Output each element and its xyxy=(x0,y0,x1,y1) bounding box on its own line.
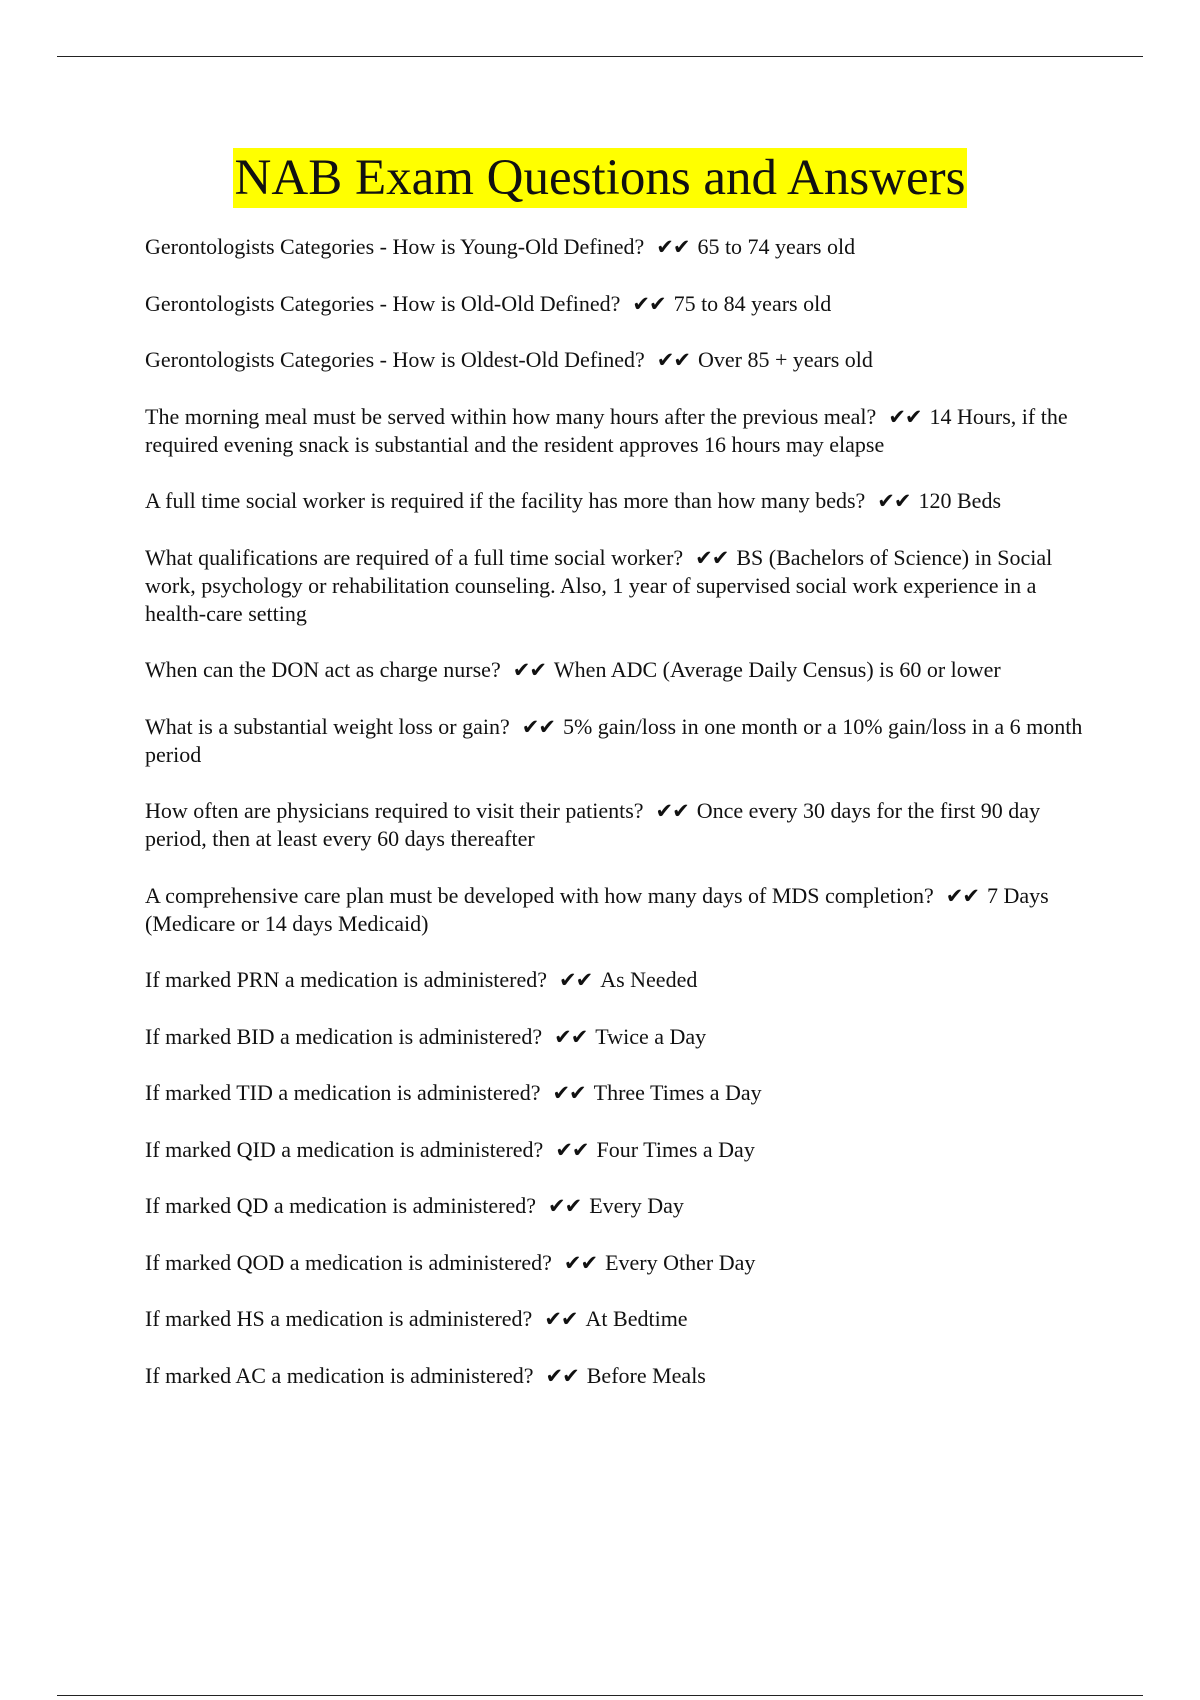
double-check-icon: ✔✔ xyxy=(559,968,593,992)
double-check-icon: ✔✔ xyxy=(545,1363,579,1388)
question-text: If marked BID a medication is administered? xyxy=(145,1023,543,1049)
qa-item xyxy=(145,290,1090,318)
answer-text: 75 to 84 years old xyxy=(673,290,832,316)
answer-text: BS (Bachelors of Science) in Social work, psychology or rehabilitation counseling. Also, 1 year of supervised social work experience in a health-care setting xyxy=(145,544,1053,626)
answer-text: At Bedtime xyxy=(585,1306,688,1331)
qa-item xyxy=(145,1023,1090,1051)
qa-item xyxy=(145,1136,1090,1164)
answer-text: 65 to 74 years old xyxy=(697,234,856,259)
header-rule xyxy=(57,56,1143,57)
question-text: If marked QID a medication is administered? xyxy=(145,1136,544,1162)
document-title: NAB Exam Questions and Answers xyxy=(234,150,966,206)
double-check-icon: ✔✔ xyxy=(656,235,690,259)
question-text: What is a substantial weight loss or gain? xyxy=(145,713,510,739)
title-container xyxy=(0,148,1200,208)
answer-text: Every Day xyxy=(589,1193,684,1218)
double-check-icon: ✔✔ xyxy=(512,658,546,682)
double-check-icon: ✔✔ xyxy=(521,714,555,739)
double-check-icon: ✔✔ xyxy=(655,799,689,823)
qa-item xyxy=(145,1192,1090,1220)
qa-item xyxy=(145,487,1090,515)
double-check-icon: ✔✔ xyxy=(656,348,690,372)
answer-text: 14 Hours, if the required evening snack is substantial and the resident approves 16 hours may elapse xyxy=(145,403,1068,457)
answer-text: 5% gain/loss in one month or a 10% gain/loss in a 6 month period xyxy=(145,713,1083,767)
answer-text: When ADC (Average Daily Census) is 60 or lower xyxy=(553,657,1001,682)
qa-item xyxy=(145,713,1090,769)
question-text: What qualifications are required of a full time social worker? xyxy=(145,544,684,570)
answer-text: 7 Days (Medicare or 14 days Medicaid) xyxy=(145,882,1049,936)
qa-item xyxy=(145,544,1090,628)
answer-text: Three Times a Day xyxy=(593,1080,762,1105)
answer-text: Over 85 + years old xyxy=(698,347,873,372)
double-check-icon: ✔✔ xyxy=(547,1194,582,1218)
qa-item xyxy=(145,1305,1090,1333)
answer-text: As Needed xyxy=(600,967,698,992)
question-text: If marked TID a medication is administered? xyxy=(145,1080,541,1105)
qa-item xyxy=(145,346,1090,374)
double-check-icon: ✔✔ xyxy=(544,1307,578,1331)
double-check-icon: ✔✔ xyxy=(695,545,729,570)
answer-text: Once every 30 days for the first 90 day period, then at least every 60 days thereafter xyxy=(145,798,1041,851)
answer-text: Twice a Day xyxy=(595,1023,707,1049)
question-text: A full time social worker is required if the facility has more than how many beds? xyxy=(145,488,866,513)
qa-list xyxy=(145,233,1090,1418)
qa-item xyxy=(145,656,1090,684)
answer-text: Four Times a Day xyxy=(596,1136,755,1162)
question-text: If marked QD a medication is administered? xyxy=(145,1193,536,1218)
double-check-icon: ✔✔ xyxy=(554,1024,588,1049)
qa-item xyxy=(145,403,1090,459)
double-check-icon: ✔✔ xyxy=(877,489,911,513)
question-text: When can the DON act as charge nurse? xyxy=(145,657,501,682)
double-check-icon: ✔✔ xyxy=(632,291,666,316)
double-check-icon: ✔✔ xyxy=(552,1081,586,1105)
question-text: Gerontologists Categories - How is Oldest-Old Defined? xyxy=(145,347,645,372)
qa-item xyxy=(145,966,1090,994)
question-text: A comprehensive care plan must be developed with how many days of MDS completion? xyxy=(145,882,934,908)
qa-item xyxy=(145,1249,1090,1277)
qa-item xyxy=(145,1079,1090,1107)
answer-text: Before Meals xyxy=(586,1362,706,1388)
footer-rule xyxy=(57,1695,1143,1696)
question-text: If marked AC a medication is administered? xyxy=(145,1362,534,1388)
double-check-icon: ✔✔ xyxy=(945,883,979,908)
question-text: If marked HS a medication is administered? xyxy=(145,1306,533,1331)
question-text: If marked PRN a medication is administered? xyxy=(145,967,547,992)
qa-item xyxy=(145,797,1090,853)
double-check-icon: ✔✔ xyxy=(563,1250,598,1275)
qa-item xyxy=(145,1362,1090,1390)
question-text: Gerontologists Categories - How is Old-Old Defined? xyxy=(145,290,621,316)
question-text: Gerontologists Categories - How is Young-Old Defined? xyxy=(145,234,645,259)
double-check-icon: ✔✔ xyxy=(555,1137,589,1162)
qa-item xyxy=(145,882,1090,938)
answer-text: Every Other Day xyxy=(605,1249,756,1275)
question-text: If marked QOD a medication is administered? xyxy=(145,1249,552,1275)
question-text: The morning meal must be served within how many hours after the previous meal? xyxy=(145,403,877,429)
question-text: How often are physicians required to visit their patients? xyxy=(145,798,644,823)
qa-item xyxy=(145,233,1090,261)
double-check-icon: ✔✔ xyxy=(888,404,922,429)
answer-text: 120 Beds xyxy=(918,488,1001,513)
